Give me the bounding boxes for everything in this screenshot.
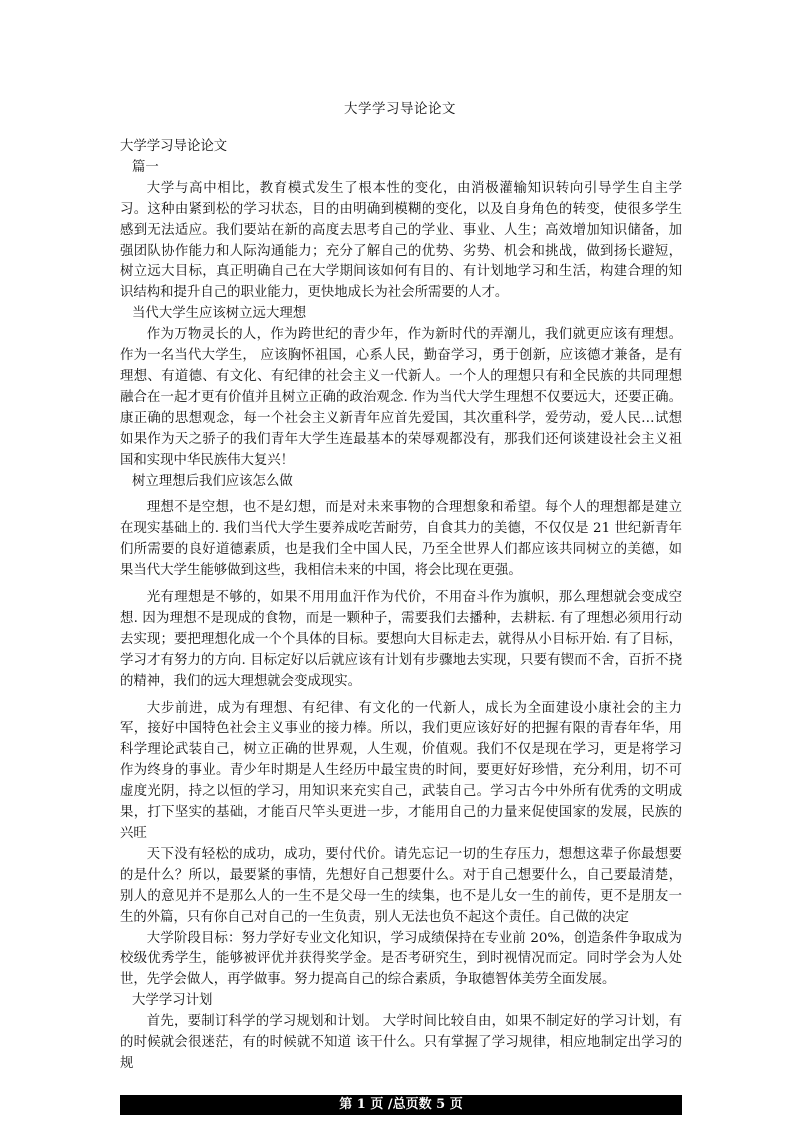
document-body <box>120 137 682 1075</box>
section-heading: 大学学习计划 <box>132 993 213 1009</box>
paragraph: 天下没有轻松的成功，成功，要付代价。请先忘记一切的生存压力，想想这辈子你最想要的是什么？所以，最要紧的事情，先想好自己想要什么。对于自己想要什么，自己要最清楚，别人的意见并不是那么人的一生不是父母一生的续集，也不是儿女一生的前传，更不是朋友一生的外篇，只有你自己对自己的一生负责，别人无法也负不起这个责任。自己做的决定 <box>120 846 682 925</box>
page-footer: 第 1 页 /总页数 5 页 <box>120 1095 682 1115</box>
paragraph: 大学阶段目标：努力学好专业文化知识，学习成绩保持在专业前 20%，创造条件争取成为校级优秀学生，能够被评优并获得奖学金。是否考研究生，到时视情况而定。同时学会为人处世，先学会做人，再学做事。努力提高自己的综合素质，争取德智体美劳全面发展。 <box>120 930 682 988</box>
section-heading: 当代大学生应该树立远大理想 <box>132 306 307 322</box>
paragraph: 大步前进，成为有理想、有纪律、有文化的一代新人，成长为全面建设小康社会的主力军，接好中国特色社会主义事业的接力棒。所以，我们更应该好好的把握有限的青春年华，用科学理论武装自己，树立正确的世界观，人生观，价值观。我们不仅是现在学习，更是将学习作为终身的事业。青少年时期是人生经历中最宝贵的时间，要更好好珍惜，充分利用，切不可虚度光阴，持之以恒的学习，用知识来充实自己，武装自己。学习古今中外所有优秀的文明成果，打下坚实的基础，才能百尺竿头更进一步，才能用自己的力量来促使国家的发展，民族的兴旺 <box>120 700 682 841</box>
paragraph: 作为万物灵长的人，作为跨世纪的青少年，作为新时代的弄潮儿，我们就更应该有理想。 作为一名当代大学生， 应该胸怀祖国，心系人民，勤奋学习，勇于创新，应该德才兼备，是有理想、有道德、有文化、有纪律的社会主义一代新人。一个人的理想只有和全民族的共同理想融合在一起才更有价值并且树立正确的政治观念. 作为当代大学生理想不仅要远大，还要正确。康正确的思想观念，每一个社会主义新青年应首先爱国，其次重科学，爱劳动，爱人民…试想如果作为天之骄子的我们青年大学生连最基本的荣辱观都没有，那我们还何谈建设社会主义祖国和实现中华民族伟大复兴！ <box>120 327 682 468</box>
section-heading: 篇一 <box>132 159 159 175</box>
section-heading: 树立理想后我们应该怎么做 <box>132 473 293 489</box>
section-heading: 大学学习导论论文 <box>120 139 228 154</box>
paragraph: 大学与高中相比，教育模式发生了根本性的变化，由消极灌输知识转向引导学生自主学习。这种由紧到松的学习状态，目的由明确到模糊的变化，以及自身角色的转变，使很多学生感到无法适应。我们要站在新的高度去思考自己的学业、事业、人生；高效增加知识储备，加强团队协作能力和人际沟通能力；充分了解自己的优势、劣势、机会和挑战，做到扬长避短，树立远大目标，真正明确自己在大学期间该如何有目的、有计划地学习和生活，构建合理的知识结构和提升自己的职业能力，更快地成长为社会所需要的人才。 <box>120 180 682 301</box>
document-title: 大学学习导论论文 <box>344 101 456 117</box>
paragraph: 理想不是空想，也不是幻想，而是对未来事物的合理想象和希望。每个人的理想都是建立在现实基础上的. 我们当代大学生要养成吃苦耐劳，自食其力的美德，不仅仅是 21 世纪新青年们所需要的良好道德素质，也是我们全中国人民，乃至全世界人们都应该共同树立的美德，如果当代大学生能够做到这些，我相信未来的中国，将会比现在更强。 <box>120 500 682 579</box>
paragraph: 首先，要制订科学的学习规划和计划。 大学时间比较自由，如果不制定好的学习计划，有的时候就会很迷茫，有的时候就不知道 该干什么。只有掌握了学习规律，相应地制定出学习的规 <box>120 1014 682 1071</box>
paragraph: 光有理想是不够的，如果不用用血汗作为代价，不用奋斗作为旗帜，那么理想就会变成空想. 因为理想不是现成的食物，而是一颗种子，需要我们去播种，去耕耘. 有了理想必须用行动去实现；要把理想化成一个个具体的目标。要想向大目标走去，就得从小目标开始. 有了目标，学习才有努力的方向. 目标定好以后就应该有计划有步骤地去实现，只要有锲而不舍，百折不挠的精神，我们的远大理想就会变成现实。 <box>120 590 682 689</box>
